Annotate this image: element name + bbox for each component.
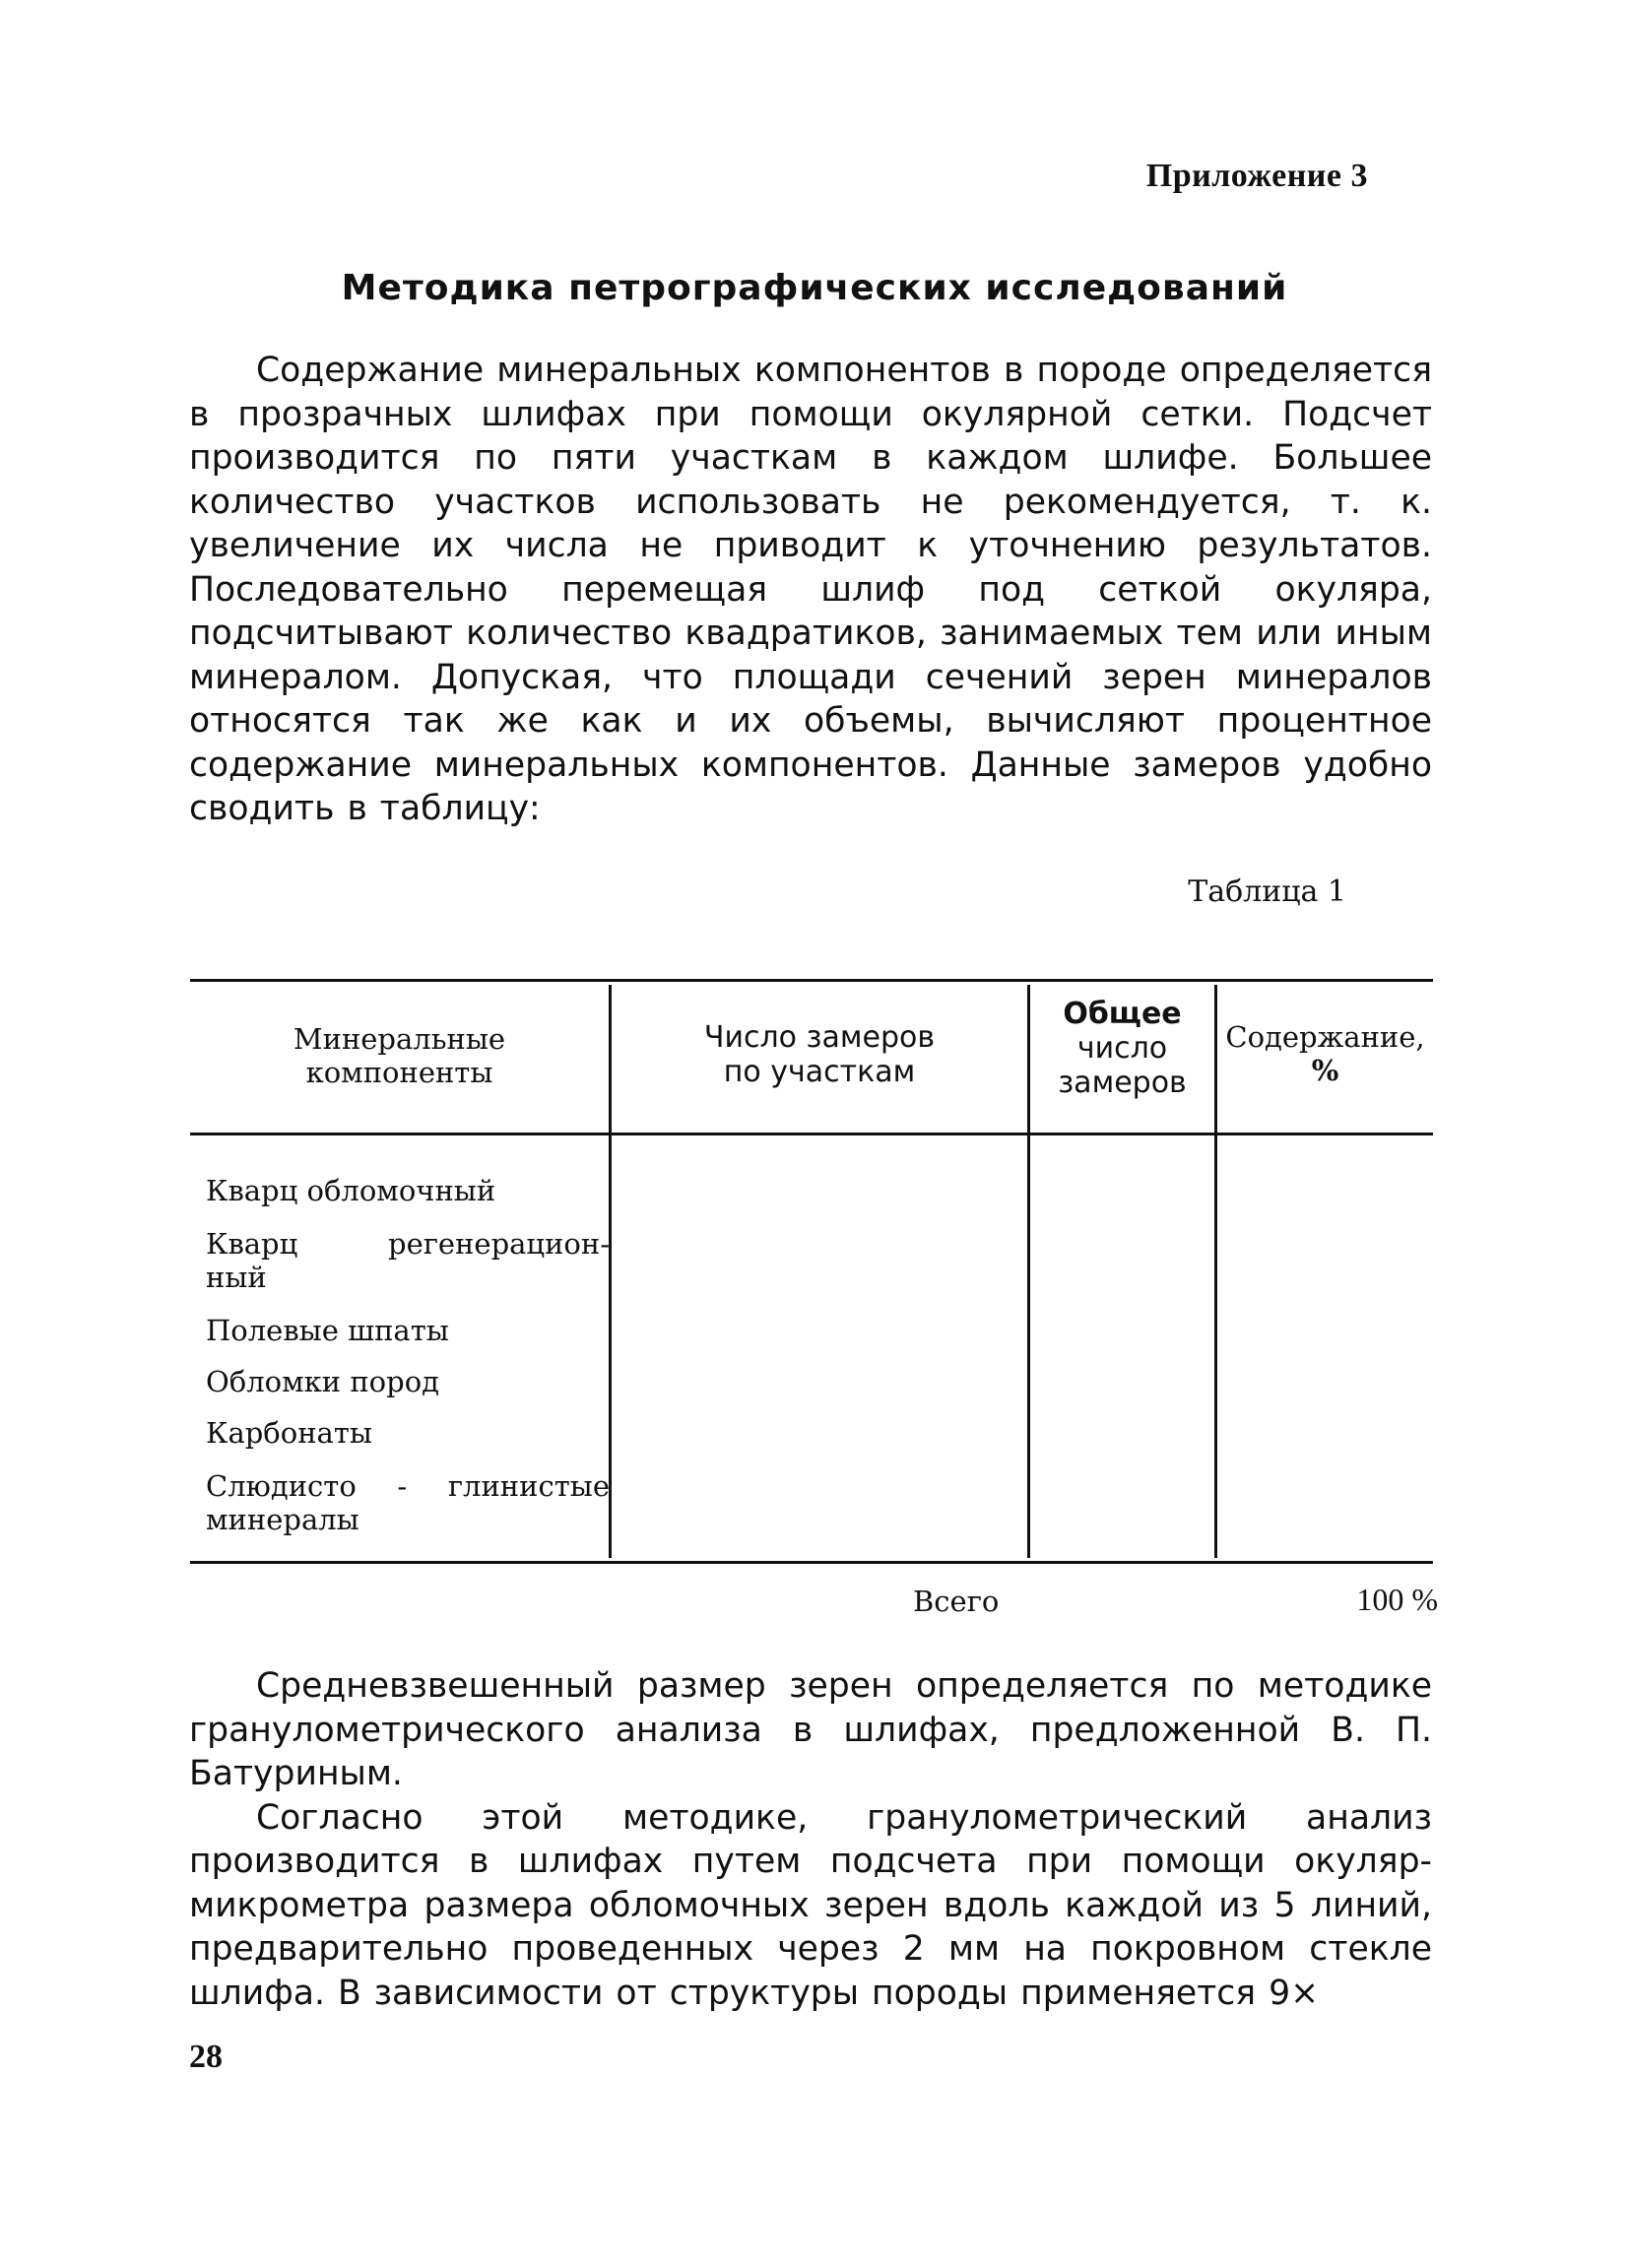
table-caption: Таблица 1 [1188, 875, 1346, 909]
header-line: число [1076, 1031, 1168, 1066]
header-line: Минеральные [293, 1022, 506, 1056]
table-row-quartz-regenerative [206, 1227, 610, 1294]
row-label-text: Карбонаты [206, 1416, 372, 1450]
table-header-rule [190, 1133, 1433, 1135]
header-content-percent [1217, 1020, 1433, 1087]
header-line: Число замеров [703, 1020, 936, 1055]
page-title: Методика петрографических исследований [341, 268, 1288, 308]
method-paragraphs [189, 1664, 1432, 2015]
table-row-quartz-clastic [206, 1174, 610, 1207]
table-total-value: 100 % [1356, 1582, 1438, 1617]
intro-paragraph [189, 349, 1432, 831]
row-label-text: Слюдисто - глинистые [206, 1469, 610, 1503]
row-label-text: ный [206, 1261, 267, 1294]
paragraph-text: Средневзвешенный размер зерен определяется по методике гранулометрического анализа в шлифах, предложенной В. П. Батуриным. [189, 1666, 1432, 1793]
measurements-table [190, 979, 1433, 1566]
row-label-text: Полевые шпаты [206, 1314, 449, 1347]
table-total-label: Всего [913, 1585, 1000, 1618]
table-bottom-rule [190, 1561, 1433, 1564]
header-measurements-by-area [612, 1020, 1027, 1089]
header-line: Общее [1063, 997, 1182, 1031]
header-line: % [1311, 1054, 1339, 1087]
header-mineral-components [190, 1022, 609, 1089]
appendix-label: Приложение 3 [1145, 158, 1368, 194]
header-line: замеров [1058, 1066, 1187, 1100]
paragraph-text: Содержание минеральных компонентов в породе определяется в прозрачных шлифах при помощи окулярной сетки. Подсчет производится по пяти участкам в каждом шлифе. Большее количество участков использовать не рекомендуется, т. к. увеличение их числа не приводит к уточнению результатов. Последовательно перемещая шлиф под сеткой окуляра, подсчитывают количество квадратиков, занимаемых тем или иным минералом. Допуская, что площади сечений зерен минералов относятся так же как и их объемы, вычисляют процентное содержание минеральных компонентов. Данные замеров удобно сводить в таблицу: [189, 351, 1432, 828]
table-row-mica-clay-minerals [206, 1469, 610, 1536]
row-label-text: Кварц обломочный [206, 1174, 496, 1207]
header-line: по участкам [723, 1055, 916, 1089]
page-number: 28 [189, 2039, 223, 2075]
table-row-rock-fragments [206, 1365, 610, 1398]
paragraph-text: Согласно этой методике, гранулометрический анализ производится в шлифах путем подсчета при помощи окуляр-микрометра размера обломочных зерен вдоль каждой из 5 линий, предварительно проведенных через 2 мм на покровном стекле шлифа. В зависимости от структуры породы применяется 9× [189, 1797, 1432, 2013]
header-total-measurements [1030, 997, 1214, 1100]
row-label-text: минералы [206, 1503, 359, 1536]
row-label-text: Кварц регенерацион- [206, 1227, 610, 1261]
table-top-rule [190, 979, 1433, 982]
table-row-feldspars [206, 1314, 610, 1347]
header-line: Содержание, [1225, 1020, 1425, 1054]
table-row-carbonates [206, 1416, 610, 1450]
header-line: компоненты [305, 1056, 493, 1089]
row-label-text: Обломки пород [206, 1365, 440, 1398]
